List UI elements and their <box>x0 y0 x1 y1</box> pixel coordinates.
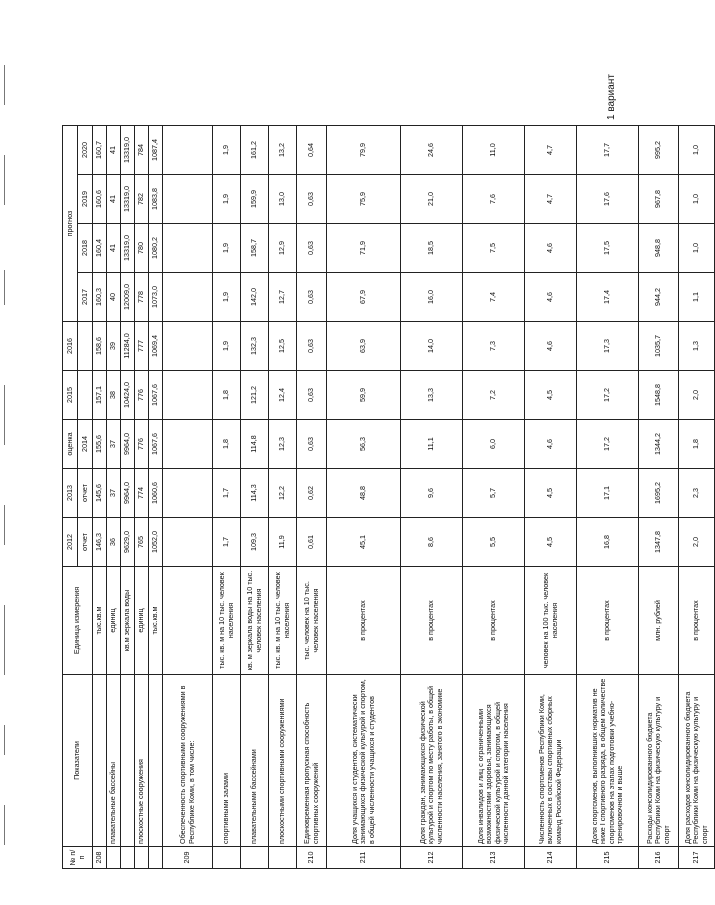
row-value-2014: 11,1 <box>401 420 463 469</box>
row-number: 209 <box>163 847 213 869</box>
row-value-2015: 4,5 <box>525 371 577 420</box>
row-value-2018: 948,8 <box>639 224 679 273</box>
header-year-0-kind: отчет <box>78 518 93 567</box>
row-value-2012: 2,0 <box>679 518 715 567</box>
table-row <box>135 126 149 869</box>
row-value-2013 <box>163 469 213 518</box>
row-value-2012: 1347,8 <box>639 518 679 567</box>
row-value-2020: 1,9 <box>213 126 241 175</box>
row-number <box>269 847 297 869</box>
row-number <box>135 847 149 869</box>
row-value-2012: 765 <box>135 518 149 567</box>
row-value-2019: 75,9 <box>327 175 401 224</box>
table-row <box>679 126 715 869</box>
row-value-2017: 4,6 <box>525 273 577 322</box>
row-value-2020: 160,7 <box>93 126 107 175</box>
row-value-2016: 7,3 <box>463 322 525 371</box>
row-number: 208 <box>93 847 107 869</box>
row-value-2015: 121,2 <box>241 371 269 420</box>
row-number: 215 <box>577 847 639 869</box>
table-row <box>149 126 163 869</box>
row-indicator: плавательные бассейны <box>107 675 121 847</box>
header-kind-2: оценка <box>63 420 78 469</box>
row-value-2013: 114,3 <box>241 469 269 518</box>
header-year-6: 2018 <box>78 224 93 273</box>
table-row <box>401 126 463 869</box>
row-value-2015: 10424,0 <box>121 371 135 420</box>
row-number <box>241 847 269 869</box>
header-forecast: прогноз <box>63 126 78 322</box>
row-unit: в процентах <box>679 567 715 675</box>
row-value-2016: 1,3 <box>679 322 715 371</box>
row-value-2013: 4,5 <box>525 469 577 518</box>
table-row <box>297 126 327 869</box>
row-value-2016: 63,9 <box>327 322 401 371</box>
row-value-2014: 6,0 <box>463 420 525 469</box>
table-row <box>463 126 525 869</box>
row-value-2014: 37 <box>107 420 121 469</box>
row-number: 212 <box>401 847 463 869</box>
row-value-2012: 36 <box>107 518 121 567</box>
row-value-2014: 1067,6 <box>149 420 163 469</box>
row-unit: единиц <box>107 567 121 675</box>
header-year-4-kind <box>78 322 93 371</box>
row-value-2015: 38 <box>107 371 121 420</box>
row-value-2013: 774 <box>135 469 149 518</box>
row-value-2016: 39 <box>107 322 121 371</box>
row-value-2017 <box>163 273 213 322</box>
header-unit: Единица измерения <box>63 567 93 675</box>
row-value-2019 <box>163 175 213 224</box>
row-value-2019: 159,9 <box>241 175 269 224</box>
row-value-2016: 132,3 <box>241 322 269 371</box>
row-unit: тыс.кв.м <box>149 567 163 675</box>
row-value-2013: 145,6 <box>93 469 107 518</box>
row-value-2013: 48,8 <box>327 469 401 518</box>
row-value-2014: 114,8 <box>241 420 269 469</box>
row-value-2012 <box>163 518 213 567</box>
row-value-2013: 1695,2 <box>639 469 679 518</box>
row-indicator: Обеспеченность спортивными сооружениями в Республике Коми, в том числе: <box>163 675 213 847</box>
row-value-2018 <box>163 224 213 273</box>
header-year-4: 2016 <box>63 322 78 371</box>
header-year-3: 2015 <box>63 371 78 420</box>
row-value-2019: 4,7 <box>525 175 577 224</box>
row-value-2019: 160,6 <box>93 175 107 224</box>
row-value-2017: 40 <box>107 273 121 322</box>
row-value-2013: 12,2 <box>269 469 297 518</box>
row-value-2017: 1073,0 <box>149 273 163 322</box>
row-value-2020: 4,7 <box>525 126 577 175</box>
row-value-2020: 13319,0 <box>121 126 135 175</box>
row-value-2019: 1,9 <box>213 175 241 224</box>
row-value-2018: 18,5 <box>401 224 463 273</box>
row-number <box>149 847 163 869</box>
row-value-2018: 1,9 <box>213 224 241 273</box>
row-unit: в процентах <box>577 567 639 675</box>
row-value-2020: 995,2 <box>639 126 679 175</box>
row-indicator: Доля спортсменов, выполнивших норматив не ниже I спортивного разряда, в общем количестве спортсменов на этапах подготовки учебно-тренировочном и выше <box>577 675 639 847</box>
row-value-2018: 13319,0 <box>121 224 135 273</box>
row-value-2018: 41 <box>107 224 121 273</box>
row-value-2020: 41 <box>107 126 121 175</box>
row-value-2016: 1,9 <box>213 322 241 371</box>
row-value-2020: 1,0 <box>679 126 715 175</box>
row-indicator: Доля инвалидов и лиц с ограниченными возможностями здоровья, занимающихся физической культурой и спортом, в общей численности данной категории населения <box>463 675 525 847</box>
row-value-2019: 0,63 <box>297 175 327 224</box>
row-value-2016: 4,6 <box>525 322 577 371</box>
row-number: 211 <box>327 847 401 869</box>
row-value-2017: 7,4 <box>463 273 525 322</box>
row-value-2020: 24,6 <box>401 126 463 175</box>
row-number: 217 <box>679 847 715 869</box>
row-value-2018: 12,9 <box>269 224 297 273</box>
row-unit: в процентах <box>401 567 463 675</box>
row-value-2016: 11284,0 <box>121 322 135 371</box>
row-value-2018: 17,5 <box>577 224 639 273</box>
row-value-2016: 1035,7 <box>639 322 679 371</box>
row-value-2012: 9629,0 <box>121 518 135 567</box>
row-value-2019: 41 <box>107 175 121 224</box>
row-number: 216 <box>639 847 679 869</box>
row-value-2014: 56,3 <box>327 420 401 469</box>
table-row <box>213 126 241 869</box>
row-value-2012: 1,7 <box>213 518 241 567</box>
row-value-2014: 9964,0 <box>121 420 135 469</box>
row-indicator: плавательными бассейнами <box>241 675 269 847</box>
row-value-2018: 7,5 <box>463 224 525 273</box>
row-value-2013: 17,1 <box>577 469 639 518</box>
row-value-2016: 777 <box>135 322 149 371</box>
header-indicator: Показатели <box>63 675 93 847</box>
row-number: 214 <box>525 847 577 869</box>
row-unit: тыс.кв.м <box>93 567 107 675</box>
row-value-2020: 0,64 <box>297 126 327 175</box>
row-value-2020: 1087,4 <box>149 126 163 175</box>
row-unit: тыс. кв. м на 10 тыс. человек населения <box>269 567 297 675</box>
header-num: № п/п <box>63 847 93 869</box>
row-value-2013: 0,62 <box>297 469 327 518</box>
row-value-2014: 1344,2 <box>639 420 679 469</box>
row-value-2016 <box>163 322 213 371</box>
row-value-2015: 1067,6 <box>149 371 163 420</box>
variant-label: 1 вариант <box>606 74 617 120</box>
row-value-2020: 13,2 <box>269 126 297 175</box>
table-row <box>121 126 135 869</box>
row-unit: человек на 100 тыс. человек населения <box>525 567 577 675</box>
row-value-2014: 776 <box>135 420 149 469</box>
row-value-2018: 780 <box>135 224 149 273</box>
row-value-2012: 4,5 <box>525 518 577 567</box>
row-value-2017: 12,7 <box>269 273 297 322</box>
row-value-2014: 155,6 <box>93 420 107 469</box>
row-value-2019: 967,8 <box>639 175 679 224</box>
row-value-2019: 13,0 <box>269 175 297 224</box>
indicators-table <box>62 125 715 869</box>
row-unit: в процентах <box>327 567 401 675</box>
row-value-2012: 16,8 <box>577 518 639 567</box>
row-value-2017: 0,63 <box>297 273 327 322</box>
row-value-2013: 1060,6 <box>149 469 163 518</box>
row-value-2018: 1080,2 <box>149 224 163 273</box>
row-value-2018: 4,6 <box>525 224 577 273</box>
table-row <box>577 126 639 869</box>
row-value-2019: 17,6 <box>577 175 639 224</box>
row-value-2015: 12,4 <box>269 371 297 420</box>
row-unit: тыс. человек на 10 тыс. человек населения <box>297 567 327 675</box>
row-value-2013: 9964,0 <box>121 469 135 518</box>
row-value-2015: 2,0 <box>679 371 715 420</box>
table-body <box>93 126 715 869</box>
row-unit <box>163 567 213 675</box>
row-unit: единиц <box>135 567 149 675</box>
row-value-2015: 7,2 <box>463 371 525 420</box>
row-indicator: спортивными залами <box>213 675 241 847</box>
row-number: 210 <box>297 847 327 869</box>
row-value-2016: 1069,4 <box>149 322 163 371</box>
row-value-2019: 21,0 <box>401 175 463 224</box>
row-indicator: Доля учащихся и студентов, систематически занимающихся физической культурой и спортом, в общей численности учащихся и студентов <box>327 675 401 847</box>
row-indicator: плоскостные сооружения <box>135 675 149 847</box>
row-indicator <box>93 675 107 847</box>
row-indicator: Доля расходов консолидированного бюджета Республики Коми на физическую культуру и спорт <box>679 675 715 847</box>
row-indicator: Доля граждан, занимающихся физической культурой и спортом по месту работы, в общей численности населения, занятого в экономике <box>401 675 463 847</box>
row-value-2018: 71,9 <box>327 224 401 273</box>
table-row <box>107 126 121 869</box>
row-value-2014: 4,6 <box>525 420 577 469</box>
row-value-2013: 2,3 <box>679 469 715 518</box>
row-value-2017: 944,2 <box>639 273 679 322</box>
row-value-2017: 16,0 <box>401 273 463 322</box>
row-value-2012: 1052,0 <box>149 518 163 567</box>
table-row <box>163 126 213 869</box>
row-value-2019: 13319,0 <box>121 175 135 224</box>
row-value-2014: 1,8 <box>213 420 241 469</box>
row-value-2018: 0,63 <box>297 224 327 273</box>
row-value-2014: 12,3 <box>269 420 297 469</box>
row-indicator: Единовременная пропускная способность спортивных сооружений <box>297 675 327 847</box>
row-value-2015: 13,3 <box>401 371 463 420</box>
row-value-2015 <box>163 371 213 420</box>
row-value-2019: 1,0 <box>679 175 715 224</box>
row-value-2017: 67,9 <box>327 273 401 322</box>
row-value-2015: 1548,8 <box>639 371 679 420</box>
row-unit: кв.м зеркала воды <box>121 567 135 675</box>
table-row <box>639 126 679 869</box>
row-number: 213 <box>463 847 525 869</box>
row-unit: млн. рублей <box>639 567 679 675</box>
row-value-2017: 17,4 <box>577 273 639 322</box>
row-unit: кв. м зеркала воды на 10 тыс. человек населения <box>241 567 269 675</box>
table-row <box>525 126 577 869</box>
row-value-2014 <box>163 420 213 469</box>
row-unit: тыс. кв. м на 10 тыс. человек населения <box>213 567 241 675</box>
row-value-2013: 5,7 <box>463 469 525 518</box>
header-year-7: 2019 <box>78 175 93 224</box>
row-value-2015: 776 <box>135 371 149 420</box>
row-value-2020: 784 <box>135 126 149 175</box>
row-value-2016: 17,3 <box>577 322 639 371</box>
row-value-2015: 59,9 <box>327 371 401 420</box>
row-value-2015: 157,1 <box>93 371 107 420</box>
row-value-2017: 160,3 <box>93 273 107 322</box>
row-unit: в процентах <box>463 567 525 675</box>
row-value-2017: 778 <box>135 273 149 322</box>
row-value-2019: 782 <box>135 175 149 224</box>
header-year-5: 2017 <box>78 273 93 322</box>
row-indicator: Расходы консолидированного бюджета Республики Коми на физическую культуру и спорт <box>639 675 679 847</box>
table-row <box>93 126 107 869</box>
header-year-1: 2013 <box>63 469 78 518</box>
header-year-1-kind: отчет <box>78 469 93 518</box>
row-value-2020: 79,9 <box>327 126 401 175</box>
row-value-2013: 1,7 <box>213 469 241 518</box>
row-value-2012: 11,9 <box>269 518 297 567</box>
row-value-2020: 161,2 <box>241 126 269 175</box>
header-year-0: 2012 <box>63 518 78 567</box>
row-value-2017: 142,0 <box>241 273 269 322</box>
row-value-2012: 109,3 <box>241 518 269 567</box>
table-row <box>327 126 401 869</box>
header-row-top <box>63 126 78 869</box>
table-row <box>241 126 269 869</box>
row-value-2013: 37 <box>107 469 121 518</box>
row-number <box>107 847 121 869</box>
row-number <box>121 847 135 869</box>
row-value-2015: 0,63 <box>297 371 327 420</box>
row-value-2012: 5,5 <box>463 518 525 567</box>
row-value-2017: 12009,0 <box>121 273 135 322</box>
header-year-2: 2014 <box>78 420 93 469</box>
row-value-2018: 1,0 <box>679 224 715 273</box>
row-value-2020: 11,0 <box>463 126 525 175</box>
row-value-2012: 45,1 <box>327 518 401 567</box>
row-value-2012: 0,61 <box>297 518 327 567</box>
row-value-2017: 1,1 <box>679 273 715 322</box>
row-indicator <box>149 675 163 847</box>
table-row <box>269 126 297 869</box>
row-value-2019: 1083,8 <box>149 175 163 224</box>
row-value-2014: 17,2 <box>577 420 639 469</box>
row-indicator: Численность спортсменов Республики Коми, включенных в составы спортивных сборных команд Российской Федерации <box>525 675 577 847</box>
row-value-2016: 158,6 <box>93 322 107 371</box>
row-number <box>213 847 241 869</box>
header-year-3-kind <box>78 371 93 420</box>
scan-edge-marks <box>0 0 6 905</box>
row-indicator <box>121 675 135 847</box>
row-value-2014: 1,8 <box>679 420 715 469</box>
row-value-2016: 14,0 <box>401 322 463 371</box>
row-value-2013: 9,6 <box>401 469 463 518</box>
row-value-2016: 12,5 <box>269 322 297 371</box>
row-value-2014: 0,63 <box>297 420 327 469</box>
row-value-2018: 160,4 <box>93 224 107 273</box>
row-value-2020 <box>163 126 213 175</box>
row-value-2012: 8,6 <box>401 518 463 567</box>
row-value-2015: 1,8 <box>213 371 241 420</box>
row-indicator: плоскостными спортивными сооружениями <box>269 675 297 847</box>
row-value-2012: 146,3 <box>93 518 107 567</box>
row-value-2016: 0,63 <box>297 322 327 371</box>
row-value-2015: 17,2 <box>577 371 639 420</box>
header-year-8: 2020 <box>78 126 93 175</box>
row-value-2017: 1,9 <box>213 273 241 322</box>
row-value-2020: 17,7 <box>577 126 639 175</box>
row-value-2018: 158,7 <box>241 224 269 273</box>
row-value-2019: 7,6 <box>463 175 525 224</box>
